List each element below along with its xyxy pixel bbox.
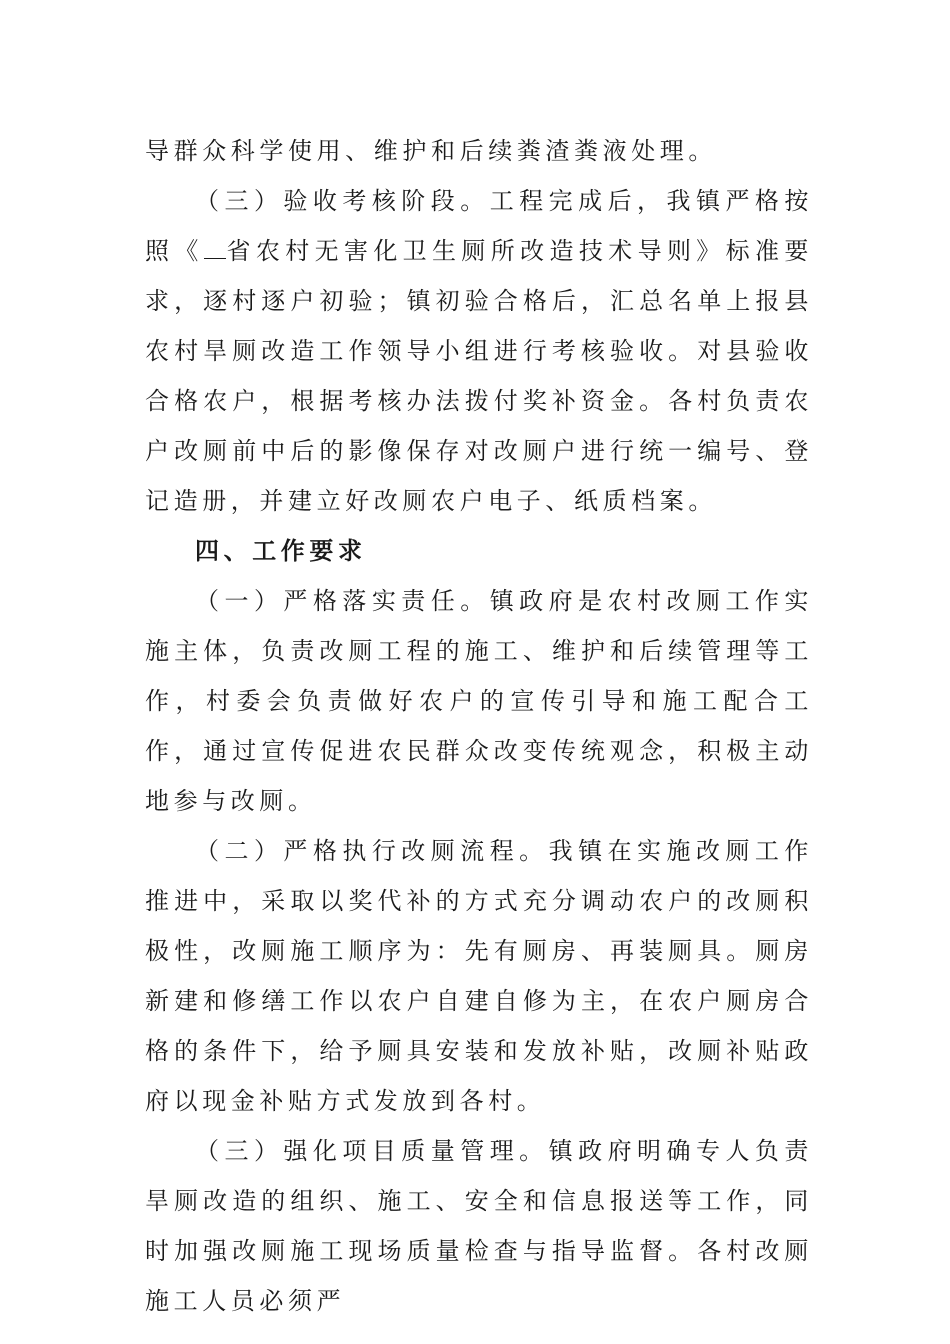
paragraph-acceptance-stage: [145, 176, 813, 526]
paragraph-continuation: 导群众科学使用、维护和后续粪渣粪液处理。: [145, 137, 717, 165]
paragraph-execute-process: （二）严格执行改厕流程。我镇在实施改厕工作推进中，采取以奖代补的方式充分调动农户的改厕积极性，改厕施工顺序为：先有厕房、再装厕具。厕房新建和修缮工作以农户自建自修为主，在农户厕房合格的条件下，给予厕具安装和发放补贴，改厕补贴政府以现金补贴方式发放到各村。: [145, 837, 813, 1115]
acceptance-stage-text-end: 省农村无害化卫生厕所改造技术导则》标准要求，逐村逐户初验；镇初验合格后，汇总名单上报县农村旱厕改造工作领导小组进行考核验收。对县验收合格农户，根据考核办法拨付奖补资金。各村负责农户改厕前中后的影像保存对改厕户进行统一编号、登记造册，并建立好改厕农户电子、纸质档案。: [145, 237, 814, 515]
blank-underline: [204, 240, 226, 259]
document-body: [145, 126, 813, 1326]
paragraph-implement-responsibility: （一）严格落实责任。镇政府是农村改厕工作实施主体，负责改厕工程的施工、维护和后续管理等工作，村委会负责做好农户的宣传引导和施工配合工作，通过宣传促进农民群众改变传统观念，积极主动地参与改厕。: [145, 587, 813, 815]
paragraph-quality-management: （三）强化项目质量管理。镇政府明确专人负责旱厕改造的组织、施工、安全和信息报送等工作，同时加强改厕施工现场质量检查与指导监督。各村改厕施工人员必须严: [145, 1137, 813, 1315]
section-heading-work-requirements: 四、工作要求: [195, 537, 367, 565]
acceptance-stage-text-start: （三）验收考核阶段。工程完成后，我镇严格按照《: [145, 187, 813, 265]
